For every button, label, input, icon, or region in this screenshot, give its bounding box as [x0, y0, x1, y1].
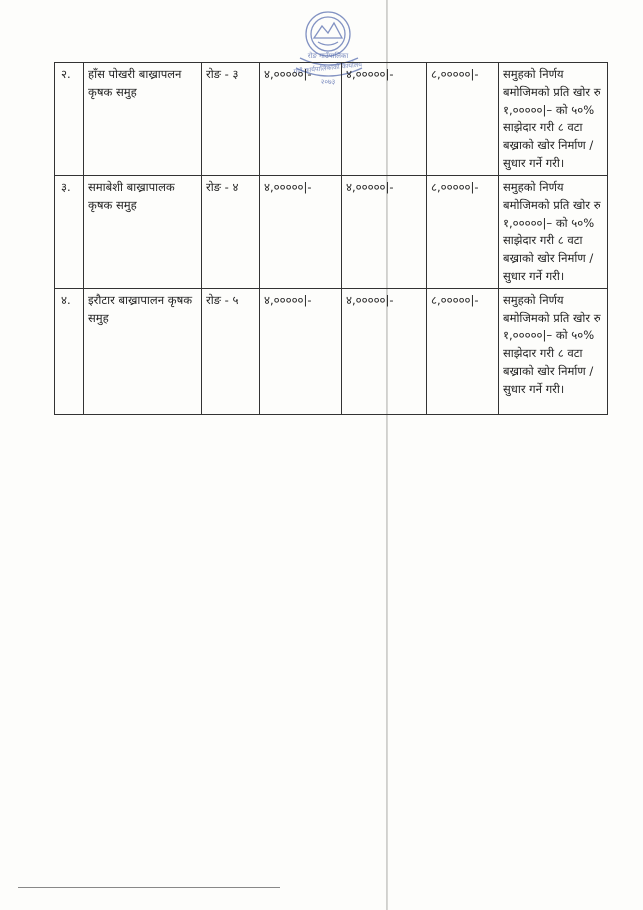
beneficiary-table: [54, 62, 608, 415]
remarks-cell: समुहको निर्णय बमोजिमको प्रति खोर रु १,०००००|– को ५०% साझेदार गरी ८ वटा बख्राको खोर निर्माण / सुधार गर्ने गरी।: [499, 63, 608, 176]
total-cell: ८,०००००|-: [427, 175, 499, 288]
seal-text-line-3: २०७३: [320, 78, 336, 86]
serial-cell: २.: [55, 63, 84, 176]
amount-1-cell: ४,०००००|-: [260, 63, 342, 176]
table-row: [55, 175, 608, 288]
seal-text-line-1: रोङ गाउँपालिका: [307, 52, 349, 60]
group-name-cell: हाँस पोखरी बाख्रापलन कृषक समुह: [84, 63, 202, 176]
amount-1-cell: ४,०००००|-: [260, 288, 342, 414]
bottom-rule: [18, 887, 280, 888]
serial-cell: ३.: [55, 175, 84, 288]
amount-2-cell: ४,०००००|-: [342, 63, 427, 176]
remarks-cell: समुहको निर्णय बमोजिमको प्रति खोर रु १,०००००|– को ५०% साझेदार गरी ८ वटा बख्राको खोर निर्माण / सुधार गर्ने गरी।: [499, 175, 608, 288]
table-row: [55, 288, 608, 414]
amount-2-cell: ४,०००००|-: [342, 175, 427, 288]
ward-cell: रोङ - ५: [202, 288, 260, 414]
total-cell: ८,०००००|-: [427, 288, 499, 414]
table-row: [55, 63, 608, 176]
seal-text-line-2: गाउँ कार्यपालिकाको कार्यालय: [293, 60, 363, 76]
group-name-cell: इरौटार बाख्रापालन कृषक समुह: [84, 288, 202, 414]
group-name-cell: समाबेशी बाख्रापालक कृषक समुह: [84, 175, 202, 288]
amount-2-cell: ४,०००००|-: [342, 288, 427, 414]
total-cell: ८,०००००|-: [427, 63, 499, 176]
remarks-cell: समुहको निर्णय बमोजिमको प्रति खोर रु १,०००००|– को ५०% साझेदार गरी ८ वटा बख्राको खोर निर्माण / सुधार गर्ने गरी।: [499, 288, 608, 414]
ward-cell: रोङ - ३: [202, 63, 260, 176]
ward-cell: रोङ - ४: [202, 175, 260, 288]
amount-1-cell: ४,०००००|-: [260, 175, 342, 288]
serial-cell: ४.: [55, 288, 84, 414]
